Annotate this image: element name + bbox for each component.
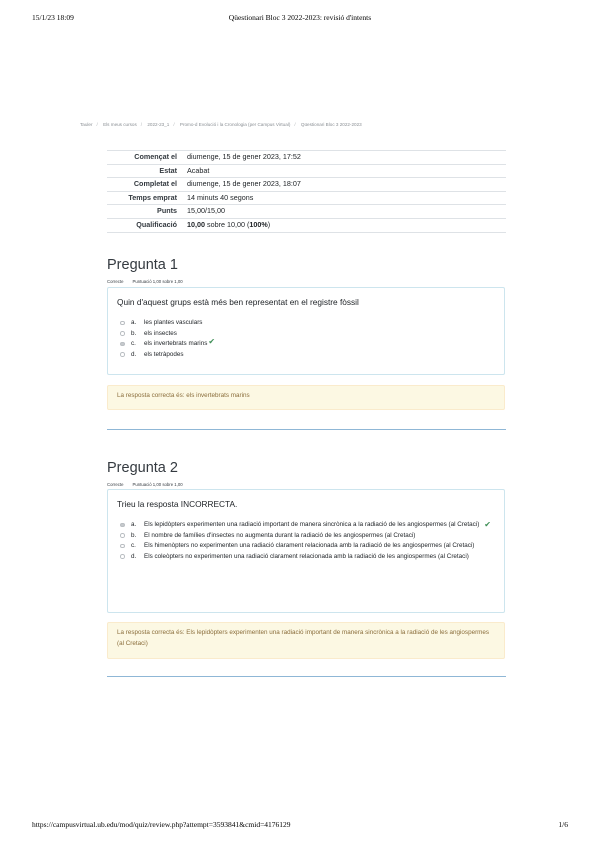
print-header [32,13,568,25]
radio-button-selected[interactable] [120,342,125,347]
grade-end: ) [267,219,271,229]
check-icon: ✔ [208,337,216,346]
option-letter: b. [131,329,137,337]
radio-button[interactable] [120,544,125,549]
summary-row-state [107,164,506,178]
grade-value [182,218,506,232]
radio-button[interactable] [120,321,125,326]
breadcrumb-item-quiz[interactable]: Qüestionari Bloc 3 2022-2023 [300,122,362,127]
summary-value: 15,00/15,00 [182,205,506,219]
option-letter: c. [131,340,136,347]
radio-button-selected[interactable] [120,523,125,528]
radio-button[interactable] [120,352,125,357]
grade-score: 10,00 [187,219,205,229]
question-1-feedback: La resposta correcta és: els invertebrats marins [107,385,505,410]
breadcrumb-item-my-courses[interactable]: Els meus cursos [103,122,137,127]
grade-middle: sobre 10,00 ( [205,219,250,229]
breadcrumb-item-term[interactable]: 2022-23_1 [147,122,170,127]
option-text: les plantes vasculars [144,319,203,326]
summary-label: Estat [107,164,182,178]
question-status: Correcte [107,279,124,284]
option-letter: b. [131,531,137,539]
option-letter: a. [131,319,137,326]
radio-button[interactable] [120,533,125,538]
question-divider [107,676,506,677]
question-text: Quin d'aquest grups està més ben representat en el registre fòssil [117,297,359,307]
summary-row-completed [107,178,506,192]
summary-label: Començat el [107,151,182,165]
question-1-content [107,287,505,375]
answer-option-b[interactable] [108,329,504,340]
breadcrumb: Tauler / Els meus cursos / 2022-23_1 / Promo-d Evolució i la Cronologia (per Campus Virtual) / Qüestionari Bloc 3 2022-2023 [80,122,362,127]
print-title: Qüestionari Bloc 3 2022-2023: revisió d'intents [228,13,372,22]
question-2-heading: Pregunta 2 [107,460,178,476]
question-1-heading: Pregunta 1 [107,257,178,273]
check-icon: ✔ [484,520,491,529]
question-2-info [107,482,183,487]
summary-value: diumenge, 15 de gener 2023, 17:52 [182,151,506,165]
option-letter: c. [131,542,136,549]
print-url: https://campusvirtual.ub.edu/mod/quiz/review.php?attempt=3593841&cmid=4176129 [32,820,291,829]
grade-percent: 100% [249,219,268,229]
answer-option-a[interactable] [108,520,491,531]
option-text: els tetràpodes [144,350,184,358]
summary-label: Punts [107,205,182,219]
summary-row-time-taken [107,191,506,205]
question-2-feedback: La resposta correcta és: Els lepidòpters experimenten una radiació important de manera sincrònica a la radiació de les angiospermes (al Cretaci) [107,622,505,659]
question-text: Trieu la resposta INCORRECTA. [117,499,238,509]
question-divider [107,429,506,430]
print-footer [32,820,568,832]
question-score: Puntuació 1,00 sobre 1,00 [132,279,183,284]
answer-option-c[interactable] [108,541,486,552]
summary-value: Acabat [182,164,506,178]
answer-option-a[interactable] [108,318,504,329]
option-text: Els himenòpters no experimenten una radiació clarament relacionada amb la radiació de les angiospermes (al Cretaci) [144,542,475,549]
summary-label: Completat el [107,178,182,192]
option-text: els invertebrats marins [144,340,208,347]
summary-row-marks [107,205,506,219]
question-2-content [107,489,505,613]
option-letter: d. [131,552,137,560]
option-text: Els coleòpters no experimenten una radiació clarament relacionada amb la radiació de les angiospermes (al Cretaci) [144,552,469,560]
answer-option-b[interactable] [108,531,486,542]
radio-button[interactable] [120,331,125,336]
breadcrumb-item-dashboard[interactable]: Tauler [80,122,93,127]
option-text: els insectes [144,329,177,337]
summary-label: Qualificació [107,218,182,232]
answer-option-c[interactable] [108,339,504,350]
page-number: 1/6 [558,820,568,829]
summary-label: Temps emprat [107,191,182,205]
option-letter: a. [131,521,137,528]
breadcrumb-item-course[interactable]: Promo-d Evolució i la Cronologia (per Campus Virtual) [179,122,291,127]
summary-value: diumenge, 15 de gener 2023, 18:07 [182,178,506,192]
question-score: Puntuació 1,00 sobre 1,00 [132,482,183,487]
option-text: Els lepidòpters experimenten una radiació important de manera sincrònica a la radiació de les angiospermes (al Cretaci) [144,521,480,528]
attempt-summary-table [107,150,506,233]
option-text: El nombre de famílies d'insectes no augmenta durant la radiació de les angiospermes (al Cretaci) [144,531,416,539]
summary-row-grade [107,218,506,232]
print-date: 15/1/23 18:09 [32,13,74,22]
answer-option-d[interactable] [108,350,504,361]
question-1-info [107,279,183,284]
summary-row-started [107,151,506,165]
answer-option-d[interactable] [108,552,486,563]
option-letter: d. [131,350,137,358]
question-status: Correcte [107,482,124,487]
summary-value: 14 minuts 40 segons [182,191,506,205]
radio-button[interactable] [120,554,125,559]
